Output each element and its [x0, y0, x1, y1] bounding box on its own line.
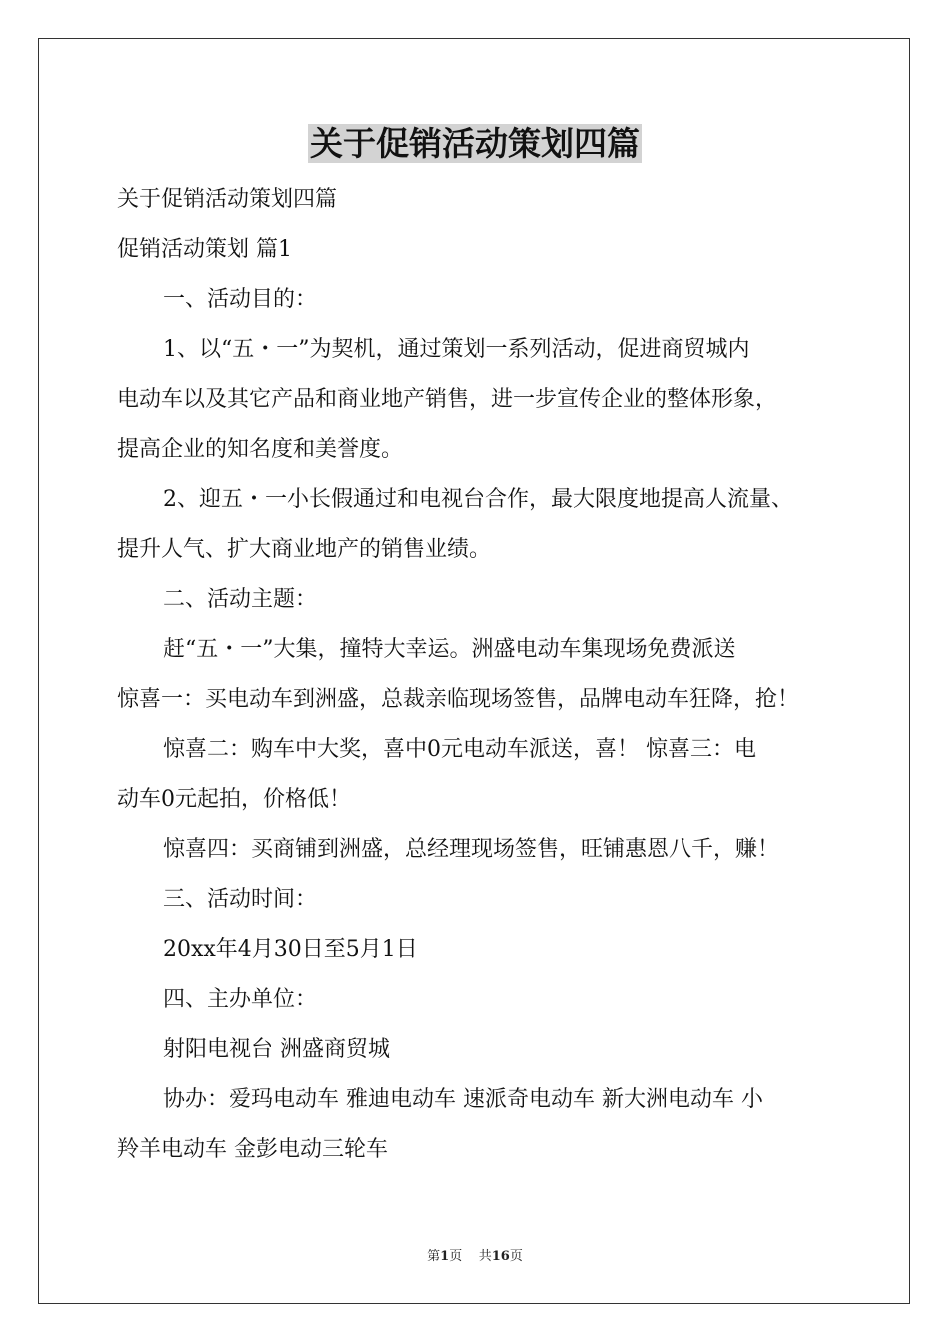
paragraph-line: 1、以“五・一”为契机，通过策划一系列活动，促进商贸城内 [163, 337, 750, 362]
paragraph-line: 射阳电视台 洲盛商贸城 [163, 1037, 390, 1062]
body-line-subtitle: 关于促销活动策划四篇 [117, 187, 338, 212]
paragraph-line: 提高企业的知名度和美誉度。 [117, 437, 404, 462]
footer-total-pages: 16 [491, 1249, 510, 1264]
document-title-text: 关于促销活动策划四篇 [310, 124, 640, 163]
document-title [0, 122, 950, 166]
paragraph-line: 协办：爱玛电动车 雅迪电动车 速派奇电动车 新大洲电动车 小 [163, 1087, 763, 1112]
paragraph-line: 惊喜二：购车中大奖，喜中0元电动车派送，喜！ 惊喜三：电 [163, 737, 756, 762]
paragraph-line: 赶“五・一”大集，撞特大幸运。洲盛电动车集现场免费派送 [163, 637, 736, 662]
paragraph-line: 羚羊电动车 金彭电动三轮车 [117, 1137, 388, 1162]
footer-page-number: 1 [440, 1249, 450, 1264]
paragraph-line: 提升人气、扩大商业地产的销售业绩。 [117, 537, 492, 562]
section-heading-time: 三、活动时间： [163, 887, 318, 912]
footer-page-suffix: 页 [449, 1249, 463, 1264]
section-heading-purpose: 一、活动目的： [163, 287, 318, 312]
paragraph-line: 惊喜四：买商铺到洲盛，总经理现场签售，旺铺惠恩八千，赚！ [163, 837, 780, 862]
section-heading-theme: 二、活动主题： [163, 587, 318, 612]
section-heading-article-1: 促销活动策划 篇1 [117, 237, 292, 262]
paragraph-line-date: 20xx年4月30日至5月1日 [163, 937, 418, 962]
paragraph-line: 动车0元起拍，价格低！ [117, 787, 351, 812]
paragraph-line: 电动车以及其它产品和商业地产销售，进一步宣传企业的整体形象， [117, 387, 778, 412]
paragraph-line: 2、迎五・一小长假通过和电视台合作，最大限度地提高人流量、 [163, 487, 793, 512]
footer-total-prefix: 共 [478, 1249, 492, 1264]
footer-page-prefix: 第 [427, 1249, 441, 1264]
section-heading-organizers: 四、主办单位： [163, 987, 318, 1012]
page-footer [0, 1248, 950, 1266]
footer-total-suffix: 页 [509, 1249, 523, 1264]
paragraph-line: 惊喜一：买电动车到洲盛，总裁亲临现场签售，品牌电动车狂降，抢！ [117, 687, 800, 712]
